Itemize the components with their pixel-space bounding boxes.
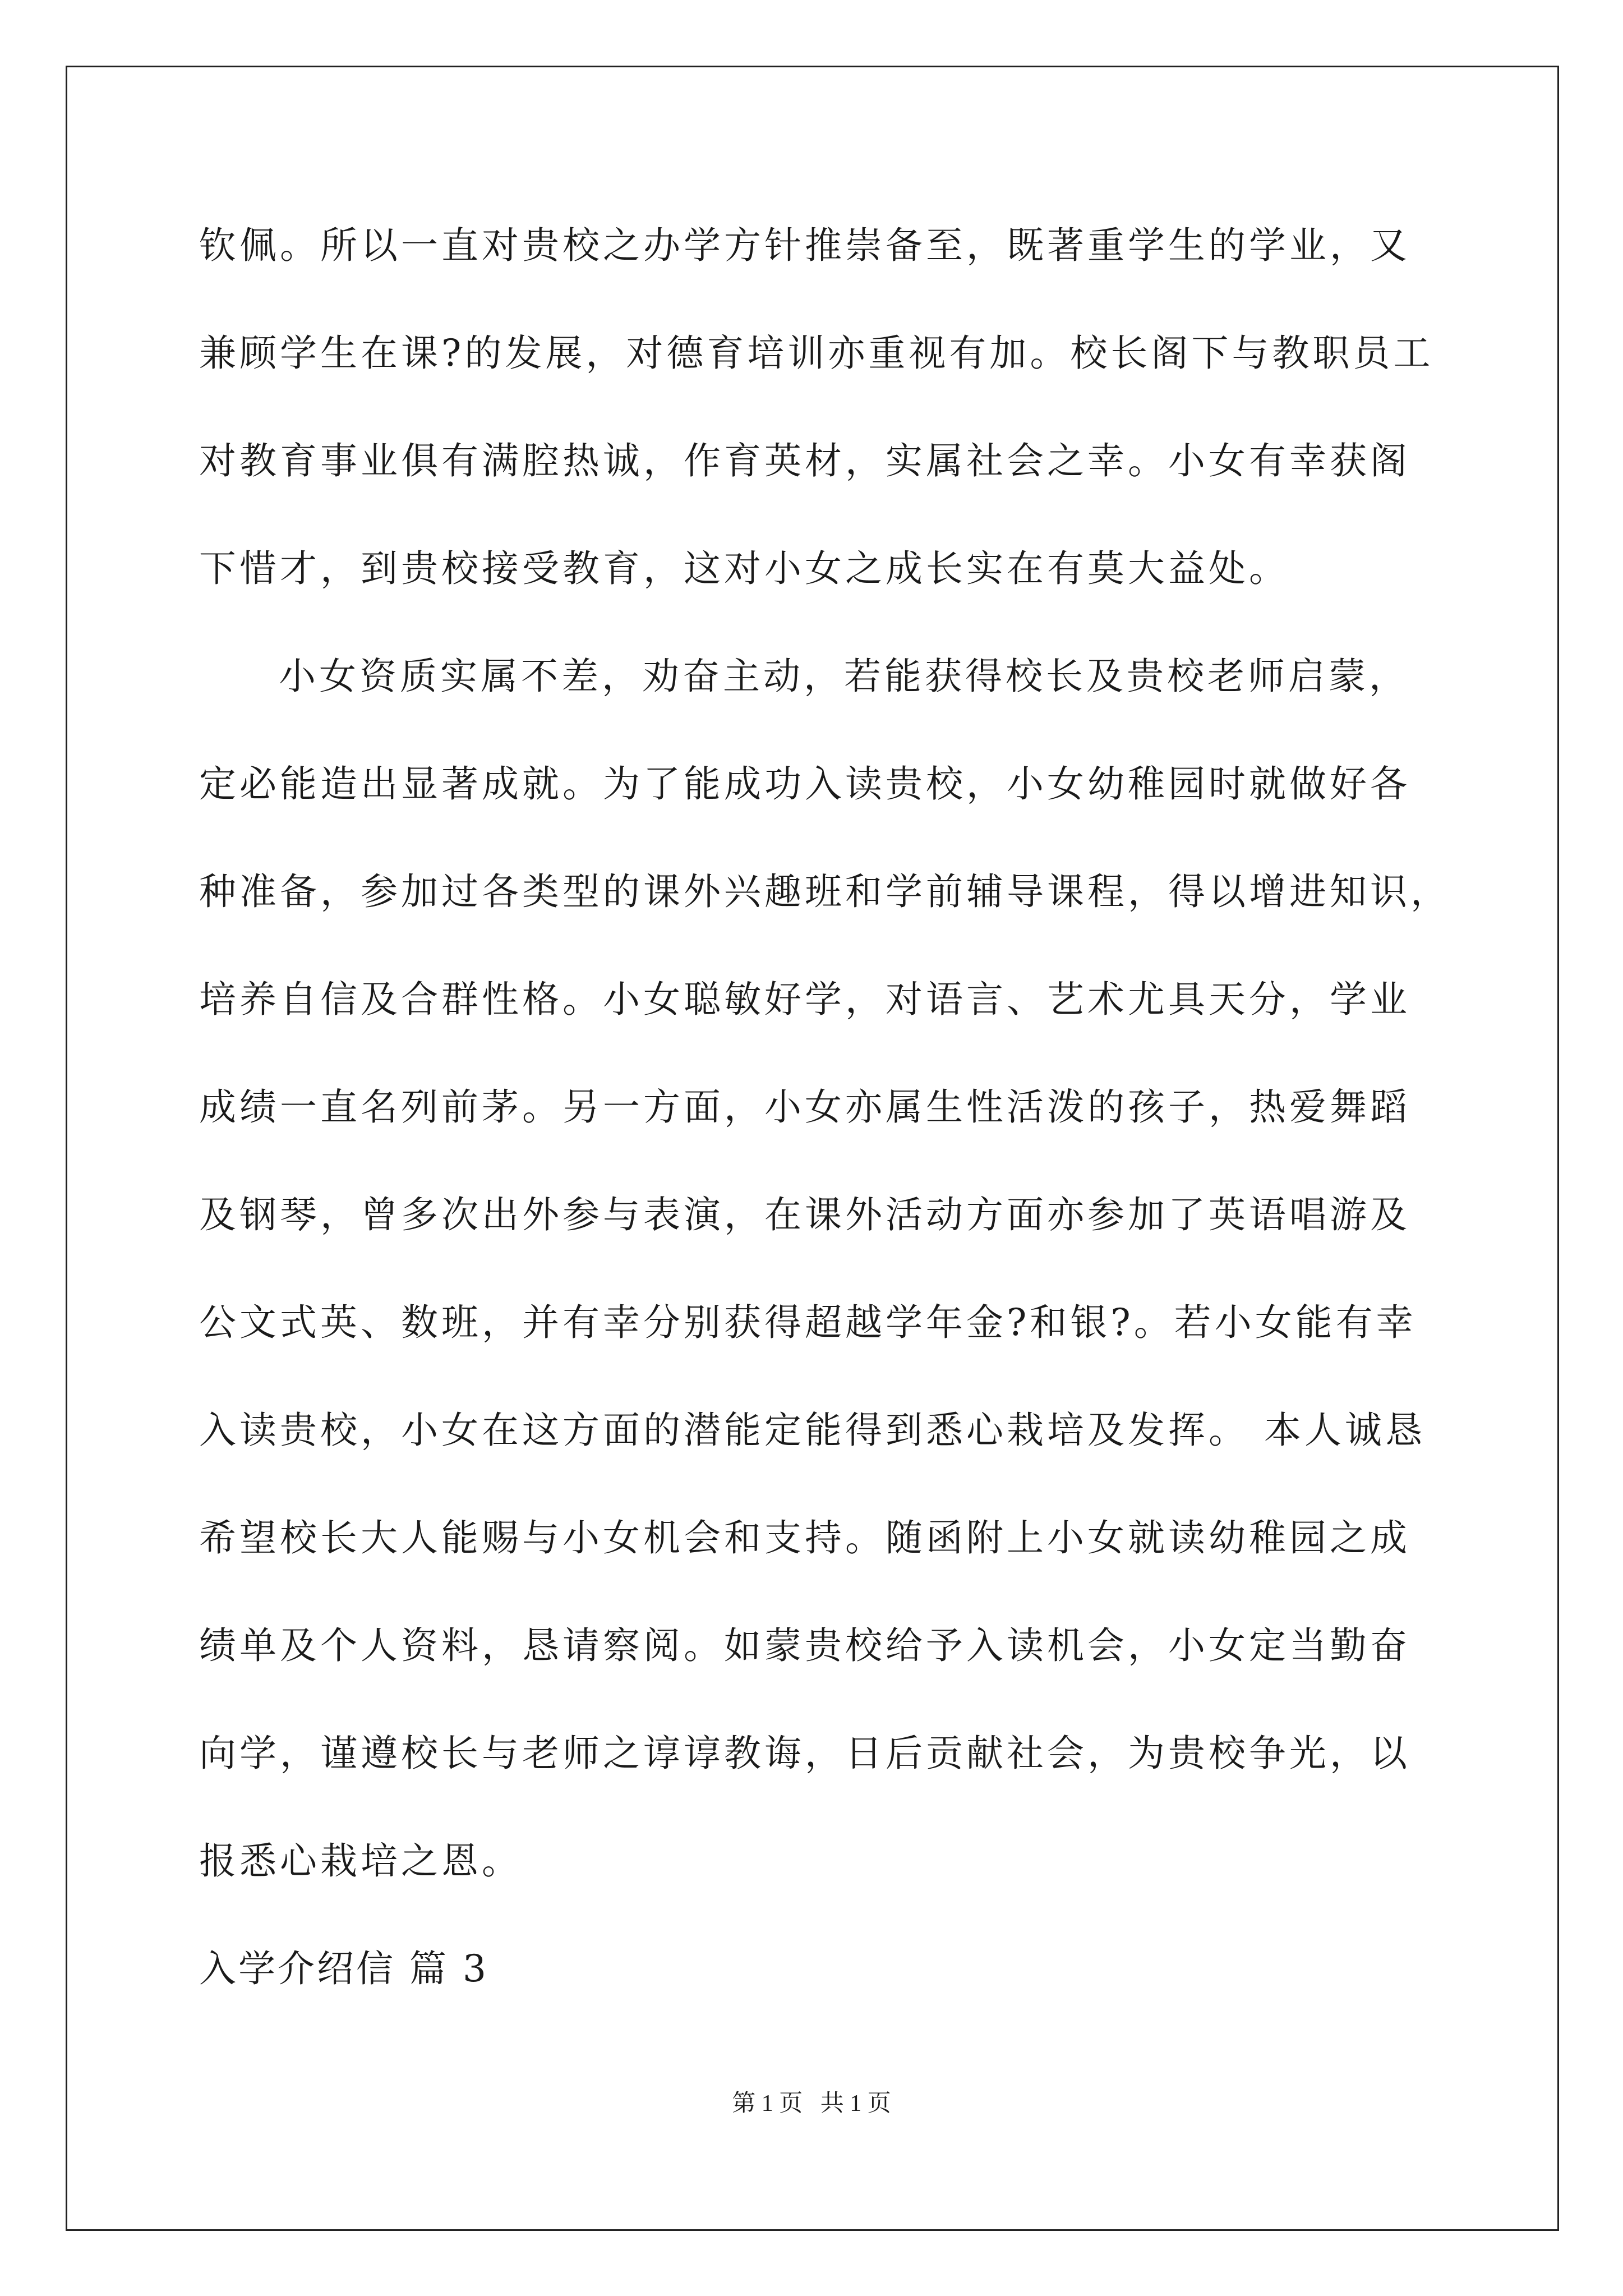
paragraph-line: 报悉心栽培之恩。 xyxy=(199,1839,522,1883)
paragraph-line: 小女资质实属不差，劝奋主动，若能获得校长及贵校老师启蒙， xyxy=(279,655,1409,698)
paragraph-line: 对教育事业俱有满腔热诚，作育英材，实属社会之幸。小女有幸获阁 xyxy=(199,439,1410,482)
page-footer: 第 1 页 共 1 页 xyxy=(732,2091,891,2116)
paragraph-line: 兼顾学生在课?的发展，对德育培训亦重视有加。校长阁下与教职员工 xyxy=(199,332,1434,375)
section-title: 入学介绍信 篇 3 xyxy=(199,1947,488,1990)
paragraph-line: 种准备，参加过各类型的课外兴趣班和学前辅导课程，得以增进知识， xyxy=(199,870,1451,913)
paragraph-line: 公文式英、数班，并有幸分别获得超越学年金?和银?。若小女能有幸 xyxy=(199,1301,1417,1344)
paragraph-line: 成绩一直名列前茅。另一方面，小女亦属生性活泼的孩子，热爱舞蹈 xyxy=(199,1085,1410,1129)
paragraph-line: 定必能造出显著成就。为了能成功入读贵校，小女幼稚园时就做好各 xyxy=(199,762,1410,806)
paragraph-line: 向学，谨遵校长与老师之谆谆教诲，日后贡献社会，为贵校争光，以 xyxy=(199,1732,1410,1775)
page-border xyxy=(66,66,1559,2231)
paragraph-line: 绩单及个人资料，恳请察阅。如蒙贵校给予入读机会，小女定当勤奋 xyxy=(199,1624,1410,1667)
paragraph-line: 下惜才，到贵校接受教育，这对小女之成长实在有莫大益处。 xyxy=(199,547,1289,590)
paragraph-line: 培养自信及合群性格。小女聪敏好学，对语言、艺术尤具天分，学业 xyxy=(199,978,1410,1021)
paragraph-line: 及钢琴，曾多次出外参与表演，在课外活动方面亦参加了英语唱游及 xyxy=(199,1193,1410,1236)
paragraph-line: 钦佩。所以一直对贵校之办学方针推崇备至，既著重学生的学业，又 xyxy=(199,224,1410,267)
paragraph-line: 希望校长大人能赐与小女机会和支持。随函附上小女就读幼稚园之成 xyxy=(199,1516,1410,1559)
paragraph-line: 入读贵校，小女在这方面的潜能定能得到悉心栽培及发挥。 本人诚恳 xyxy=(199,1409,1426,1452)
